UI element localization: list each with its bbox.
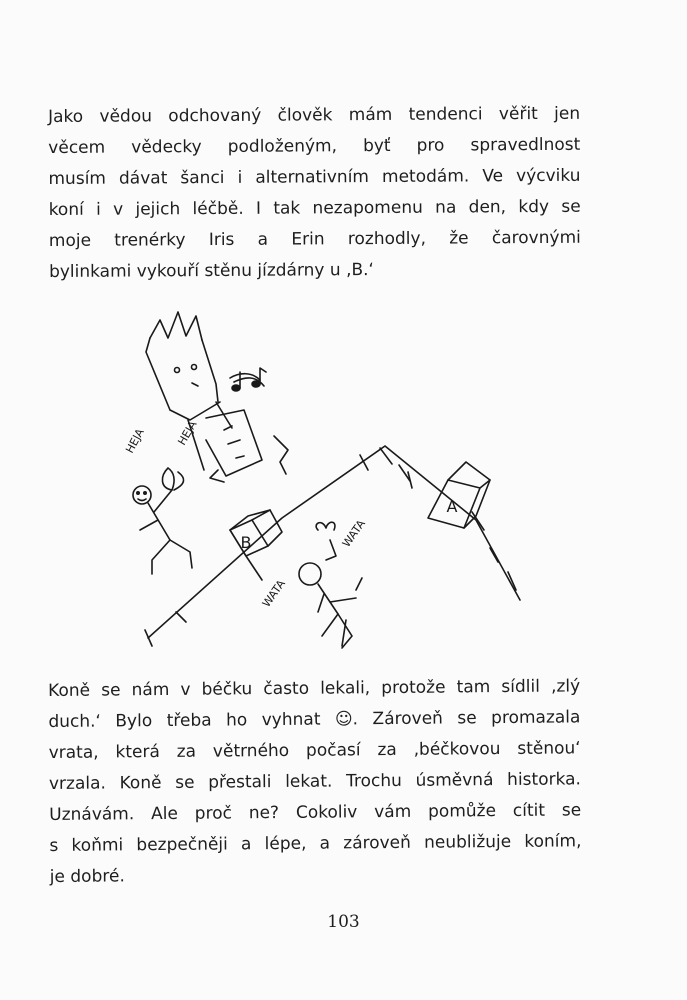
text-line: Uznávám. Ale proč ne? Cokoliv vám pomůže cítit se — [49, 800, 582, 825]
text-line: koní i v jejich léčbě. I tak nezapomenu na den, kdy se — [48, 196, 581, 220]
text-line: moje trenérky Iris a Erin rozhodly, že čarovnými — [48, 227, 581, 251]
text-line: věcem vědecky podloženým, byť pro spravedlnost — [48, 134, 581, 158]
text-line: vrata, která za větrného počasí za ‚béčkovou stěnou‘ — [48, 738, 581, 763]
text-line: vrzala. Koně se přestali lekat. Trochu úsměvná historka. — [48, 769, 582, 794]
box-a — [428, 462, 490, 528]
text-line: musím dávat šanci i alternativním metodám. Ve výcviku — [48, 165, 581, 189]
box-b — [230, 510, 282, 580]
paragraph-story — [48, 671, 582, 893]
text-line: Koně se nám v béčku často lekali, protože tam sídlil ‚zlý — [48, 676, 581, 701]
shout-label-heja: HEJA — [175, 418, 200, 448]
text-line: duch.‘ Bylo třeba ho vyhnat ☺. Zároveň se promazala — [48, 707, 581, 732]
text-line: je dobré. — [49, 866, 125, 887]
box-b-letter: B — [240, 533, 252, 552]
stick-figure-left — [133, 468, 192, 574]
shout-label-heja: HEJA — [123, 426, 147, 456]
ghost-figure — [146, 312, 288, 482]
shout-label-wata: WATA — [339, 517, 368, 550]
box-a-letter: A — [446, 497, 458, 516]
page-number: 103 — [327, 912, 360, 932]
shout-label-wata: WATA — [259, 577, 288, 610]
text-line: s koňmi bezpečněji a lépe, a zároveň neubližuje koním, — [49, 831, 582, 856]
text-line: Jako vědou odchovaný člověk mám tendenci věřit jen — [48, 103, 581, 127]
text-line: bylinkami vykouří stěnu jízdárny u ‚B.‘ — [48, 260, 374, 282]
